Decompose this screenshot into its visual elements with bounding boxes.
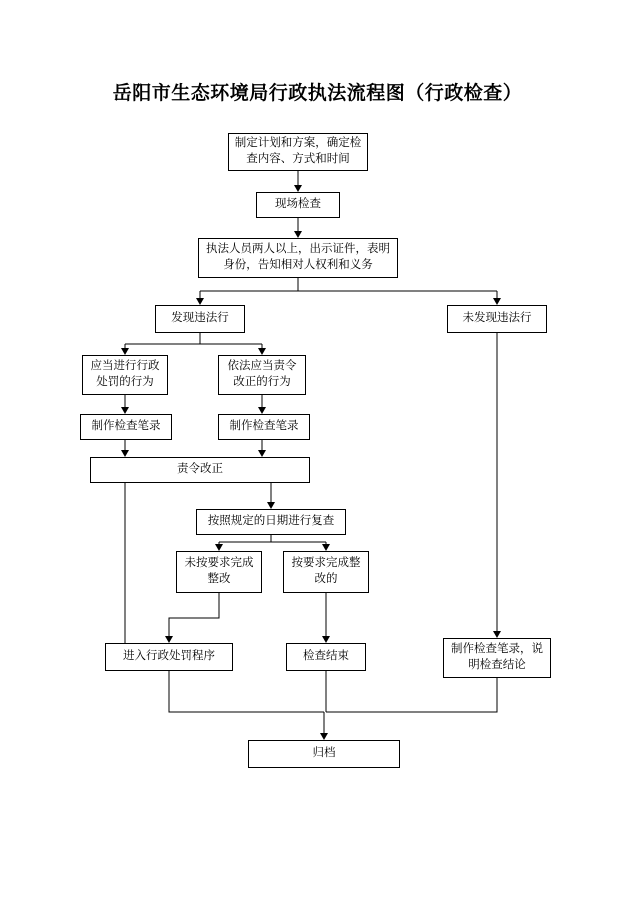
flow-node-corrected [283,551,369,593]
flow-node-record-conclusion [443,638,551,678]
flow-node-violation-found [155,305,245,333]
flow-node-correction-required [218,355,306,395]
flow-node-label: 制作检查笔录 [91,420,161,433]
flow-node-record-right [218,414,310,440]
flow-node-not-corrected [176,551,262,593]
flow-node-label: 按要求完成整改的 [291,557,361,585]
flow-node-no-violation-found [447,305,547,333]
flow-node-order-correction [90,457,310,483]
flow-node-label: 未发现违法行 [462,312,532,325]
flow-node-recheck-on-date [196,509,346,535]
flow-node-label: 发现违法行 [171,312,229,325]
flow-node-label: 依法应当责令改正的行为 [227,360,297,388]
flow-node-label: 责令改正 [177,463,223,476]
flow-node-record-left [80,414,172,440]
flow-node-plan [228,133,368,171]
flow-node-inspection-end [286,643,366,671]
page-title: 岳阳市生态环境局行政执法流程图（行政检查） [112,83,523,104]
flow-node-label: 检查结束 [303,650,349,663]
flow-node-label: 应当进行行政处罚的行为 [90,360,160,388]
flow-node-label: 制定计划和方案，确定检查内容、方式和时间 [234,137,362,165]
flow-node-archive [248,740,400,768]
flow-node-onsite-inspection [256,192,340,218]
flow-node-label: 制作检查笔录 [229,420,299,433]
flow-node-label: 按照规定的日期进行复查 [207,515,335,528]
flow-node-label: 进入行政处罚程序 [123,650,215,663]
flow-node-label: 制作检查笔录，说明检查结论 [451,643,543,671]
flow-node-officers-identity [198,238,398,278]
flow-node-enter-penalty-procedure [105,643,233,671]
flow-node-label: 归档 [312,747,336,760]
flow-node-penalty-required [82,355,168,395]
flow-node-label: 未按要求完成整改 [184,557,254,585]
flow-node-label: 现场检查 [275,198,321,211]
flow-node-label: 执法人员两人以上，出示证件，表明身份，告知相对人权利和义务 [206,243,390,271]
